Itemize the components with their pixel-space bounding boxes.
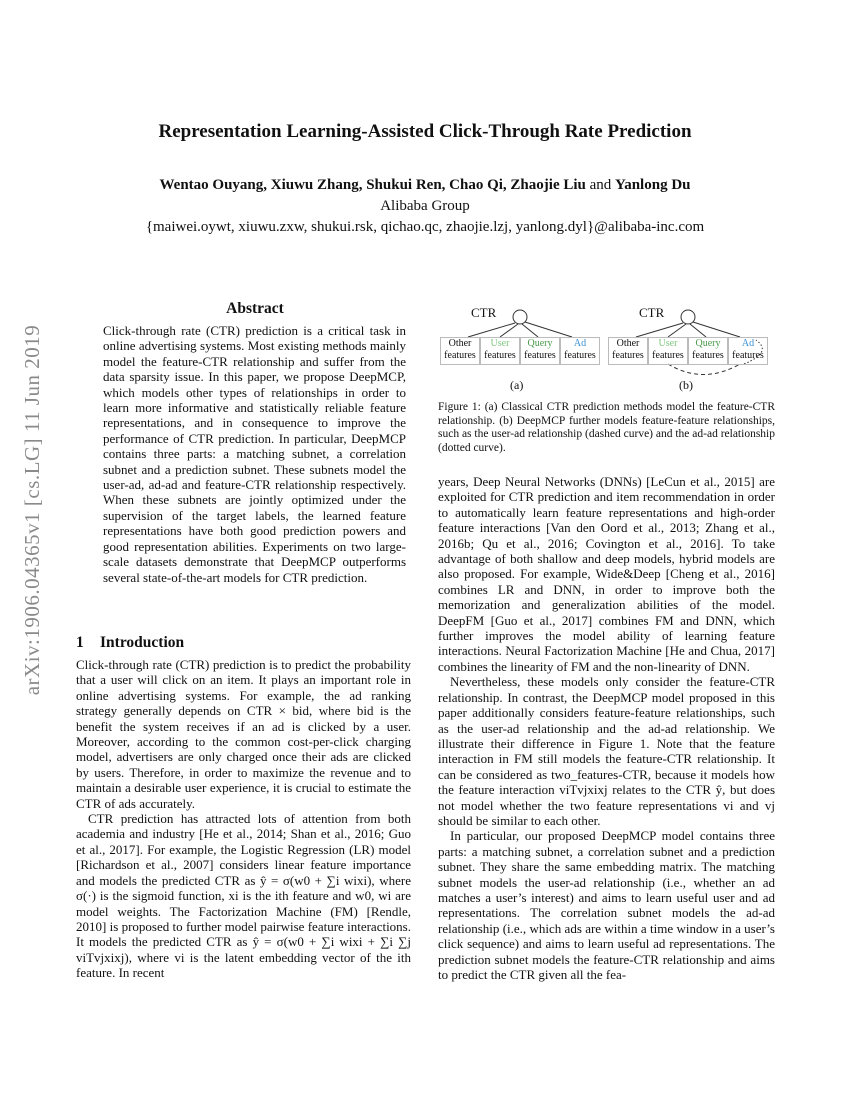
figure-caption: Figure 1: (a) Classical CTR prediction methods model the feature-CTR relationship. (b) DeepMCP further models feature-feature relationships, such as the user-ad relationship (dashed curve) and the ad-ad relationship (dotted curve). — [438, 401, 775, 455]
box-line: features — [484, 350, 516, 361]
box-line: features — [652, 350, 684, 361]
box-line: Other — [616, 338, 640, 349]
box-line: User — [658, 338, 678, 349]
author-list: Wentao Ouyang, Xiuwu Zhang, Shukui Ren, Chao Qi, Zhaojie Liu — [159, 177, 586, 193]
box-line: features — [612, 350, 644, 361]
feature-box-other — [440, 337, 480, 365]
emails: {maiwei.oywt, xiuwu.zxw, shukui.rsk, qichao.qc, zhaojie.lzj, yanlong.dyl}@alibaba-inc.com — [145, 219, 705, 235]
subfigure-label-b: (b) — [679, 378, 693, 392]
box-line: User — [490, 338, 510, 349]
box-line: features — [732, 350, 764, 361]
ctr-label: CTR — [471, 305, 497, 320]
abstract-heading: Abstract — [226, 300, 284, 317]
feature-box-other — [608, 337, 648, 365]
arxiv-stamp — [20, 300, 64, 720]
box-line: Ad — [573, 338, 587, 349]
box-line: features — [444, 350, 476, 361]
section-number: 1 — [76, 634, 84, 651]
box-line: features — [524, 350, 556, 361]
figure-1 — [438, 300, 775, 395]
paragraph: Nevertheless, these models only consider the feature-CTR relationship. In contrast, the DeepMCP model proposed in this paper additionally considers feature-feature relationships, such as the user-ad relationship and the ad-ad relationship. We illustrate their difference in Figure 1. Note that the feature interaction in FM still models the feature-CTR relationship. It can be considered as two_features-CTR, because it models how the feature interaction viTvjxixj relates to the CTR ŷ, but does not model whether the two feature representations vi and vj should be similar to each other. — [438, 674, 775, 828]
paragraph: CTR prediction has attracted lots of attention from both academia and industry [He et al., 2014; Shan et al., 2016; Guo et al., 2017]. For example, the Logistic Regression (LR) model [Richardson et al., 2007] considers linear feature importance and models the predicted CTR as ŷ = σ(w0 + ∑i wixi), where σ(·) is the sigmoid function, xi is the ith feature and w0, wi are model weights. The Factorization Machine (FM) [Rendle, 2010] is proposed to further model pairwise feature interactions. It models the predicted CTR as ŷ = σ(w0 + ∑i wixi + ∑i ∑j viTvjxixj), where vi is the latent embedding vector of the ith feature. In recent — [76, 811, 411, 981]
author-last: Yanlong Du — [615, 177, 691, 193]
arxiv-id: arXiv:1906.04365v1 [cs.LG] 11 Jun 2019 — [20, 324, 44, 696]
ctr-label: CTR — [639, 305, 665, 320]
feature-box-ad — [560, 337, 600, 365]
box-line: Ad — [741, 338, 755, 349]
paragraph: In particular, our proposed DeepMCP model contains three parts: a matching subnet, a correlation subnet and a prediction subnet. They share the same embedding matrix. The matching subnet models the user-ad relationship (i.e., whether an ad matches a user’s interest) and aims to learn useful user and ad representations. The correlation subnet models the ad-ad relationship (i.e., which ads are within a time window in a user’s click sequence) and aims to learn useful ad representations. The prediction subnet models the feature-CTR relationship and aims to predict the CTR given all the fea- — [438, 828, 775, 982]
feature-box-query — [688, 337, 728, 365]
section-heading — [76, 634, 184, 652]
feature-box-ad — [728, 337, 768, 365]
feature-box-user — [648, 337, 688, 365]
box-line: Query — [695, 338, 721, 349]
affiliation: Alibaba Group — [380, 198, 470, 214]
abstract-text: Click-through rate (CTR) prediction is a critical task in online advertising systems. Most existing methods mainly model the feature-CTR relationship and suffer from the data sparsity issue. In this paper, we propose DeepMCP, which models other types of relationships in order to learn more informative and statistically reliable feature representations, and in consequence to improve the performance of CTR prediction. In particular, DeepMCP contains three parts: a matching subnet, a correlation subnet and a prediction subnet. These subnets model the user-ad, ad-ad and feature-CTR relationship respectively. When these subnets are jointly optimized under the supervision of the target labels, the learned feature representations have both good prediction powers and good representation abilities. Experiments on two large-scale datasets demonstrate that DeepMCP outperforms several state-of-the-art models for CTR prediction. — [103, 323, 406, 585]
box-line: features — [564, 350, 596, 361]
subfigure-label-a: (a) — [510, 378, 524, 392]
authors-and: and — [585, 177, 616, 193]
authors — [0, 177, 850, 194]
paper-title: Representation Learning-Assisted Click-Through Rate Prediction — [158, 121, 692, 142]
box-line: features — [692, 350, 724, 361]
section-title: Introduction — [100, 634, 185, 651]
feature-box-query — [520, 337, 560, 365]
feature-box-user — [480, 337, 520, 365]
box-line: Query — [527, 338, 553, 349]
left-column — [76, 657, 411, 981]
box-line: Other — [448, 338, 472, 349]
right-column — [438, 474, 775, 982]
paragraph: years, Deep Neural Networks (DNNs) [LeCun et al., 2015] are exploited for CTR prediction and item recommendation in order to automatically learn feature representations and high-order feature interactions [Van den Oord et al., 2013; Zhang et al., 2016b; Qu et al., 2016; Covington et al., 2016]. To take advantage of both shallow and deep models, hybrid models are also proposed. For example, Wide&Deep [Cheng et al., 2016] combines LR and DNN, in order to improve both the memorization and generalization abilities of the model. DeepFM [Guo et al., 2017] combines FM and DNN, which further improves the model ability of learning feature interactions. Neural Factorization Machine [He and Chua, 2017] combines the linearity of FM and the non-linearity of DNN. — [438, 474, 775, 674]
paragraph: Click-through rate (CTR) prediction is to predict the probability that a user will click on an item. It plays an important role in online advertising systems. For example, the ad ranking strategy generally depends on CTR × bid, where bid is the benefit the system receives if an ad is clicked by a user. Moreover, according to the common cost-per-click charging model, advertisers are only charged once their ads are clicked by users. Therefore, in order to maximize the revenue and to maintain a desirable user experience, it is crucial to estimate the CTR of ads accurately. — [76, 657, 411, 811]
